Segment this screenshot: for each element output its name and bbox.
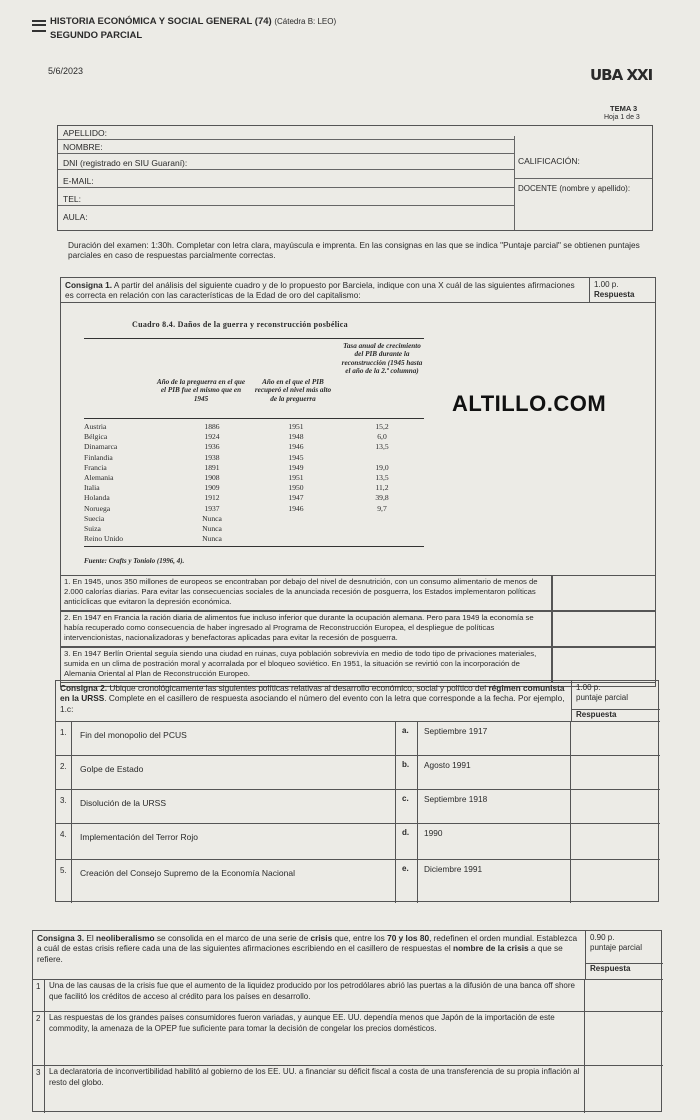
consigna-3-points: 0.90 p. puntaje parcial Respuesta xyxy=(585,931,663,979)
page-counter: Hoja 1 de 3 xyxy=(604,114,640,121)
table-row-country: Austria xyxy=(84,422,107,431)
table-cell-tasa: 13,5 xyxy=(375,473,389,482)
statement-1: 1. En 1945, unos 350 millones de europeos se encontraban por debajo del nivel de desnutrición, con un consumo alimentario de menos de 2.000 calorías diarias. Para evitar las consecuencias sociales de la anunciada recesión de posguerra, los Estados implementaron políticas anticíclicas que evitaron la depresión económica. xyxy=(60,575,552,611)
table-cell-preguerra: 1936 xyxy=(204,442,220,452)
answer-cell[interactable] xyxy=(585,1012,663,1065)
email-field[interactable]: E-MAIL: xyxy=(58,174,514,188)
table-cell-tasa: 39,8 xyxy=(375,493,389,503)
dni-field[interactable]: DNI (registrado en SIU Guaraní): xyxy=(58,156,514,170)
date-letter: a. xyxy=(396,722,418,755)
aula-field[interactable]: AULA: xyxy=(63,212,88,222)
consigna-2-points: 1.00 p. puntaje parcial Respuesta xyxy=(571,681,660,721)
event-number: 4. xyxy=(56,824,72,859)
table-cell-preguerra: Nunca xyxy=(202,513,222,523)
event-number: 5. xyxy=(56,860,72,903)
table-row-country: Dinamarca xyxy=(84,442,118,452)
table-cell-preguerra: 1938 xyxy=(204,452,220,462)
date-letter: d. xyxy=(396,824,418,859)
table-row-country: Holanda xyxy=(84,493,110,503)
consigna-3 xyxy=(32,930,662,1112)
event-row xyxy=(56,823,660,859)
table-cell-tasa: 9,7 xyxy=(377,503,387,513)
answer-cell[interactable] xyxy=(571,790,660,823)
tel-field[interactable]: TEL: xyxy=(58,192,514,206)
statement-2: 2. En 1947 en Francia la ración diaria de alimentos fue incluso inferior que durante la ocupación alemana. Pero para 1949 la economía se había recuperado como consecuencia de haber ingresado al Programa de Reconstrucción Europea, el despliegue de políticas intervencionistas, nacionalizadoras y benefactoras aplicadas para evitar la recesión de posguerra. xyxy=(60,611,552,647)
consigna-3-text: Consigna 3. El neoliberalismo se consolida en el marco de una serie de crisis que, entre los 70 y los 80, redefinen el orden mundial. Establezca a cuál de estas crisis refiere cada una de las siguientes afirmaciones escribiendo en el casillero de respuestas el nombre de la crisis a que se refiere. xyxy=(37,933,578,964)
table-row-country: Suecia xyxy=(84,513,105,523)
exam-date: 5/6/2023 xyxy=(48,66,84,76)
consigna-2-text: Consigna 2. Ubique cronológicamente las siguientes políticas relativas al desarrollo económico, social y político del régimen comunista en la URSS. Complete en el casillero de respuesta asociando el número del evento con la letra que corresponde a la fecha. Por ejemplo, 1.c: xyxy=(60,683,565,714)
table-cell-preguerra: 1937 xyxy=(204,503,220,513)
docente-label: DOCENTE (nombre y apellido): xyxy=(518,184,631,193)
table-cell-preguerra: 1912 xyxy=(204,493,220,503)
table-cell-tasa: 13,5 xyxy=(375,442,389,452)
crisis-statement: Las respuestas de los grandes países consumidores fueron variadas, y aunque EE. UU. dependía menos que Japón de la importación de este commodity, la amenaza de la OPEP fue suficiente para tomar la decisión de congelar los precios domésticos. xyxy=(45,1012,585,1065)
crisis-number: 1 xyxy=(33,980,45,1011)
table-cell-preguerra: 1886 xyxy=(204,422,220,431)
table-source: Fuente: Crafts y Toniolo (1996, 4). xyxy=(84,557,185,565)
consigna-1-statements xyxy=(60,575,656,685)
university-crest-icon xyxy=(32,20,46,32)
tema-label: TEMA 3 xyxy=(610,104,638,113)
nombre-field[interactable]: NOMBRE: xyxy=(58,140,514,154)
table-cell-recupero: 1951 xyxy=(288,422,304,431)
table-row-country: Finlandia xyxy=(84,452,113,462)
student-info-form xyxy=(57,125,653,231)
date-letter: e. xyxy=(396,860,418,903)
consigna-1-text: Consigna 1. A partir del análisis del siguiente cuadro y de lo propuesto por Barciela, indique con una X cuál de las siguientes afirmaciones es correcta en relación con las características de la Edad de oro del capitalismo: xyxy=(65,280,575,301)
event-number: 1. xyxy=(56,722,72,755)
crisis-row xyxy=(33,1065,663,1113)
answer-cell[interactable] xyxy=(585,980,663,1011)
event-row xyxy=(56,755,660,789)
answer-cell-2[interactable] xyxy=(552,611,656,647)
date-letter: b. xyxy=(396,756,418,789)
event-row xyxy=(56,859,660,903)
uba-logo: UBA XXI xyxy=(590,66,653,84)
col-header-2: Año en el que el PIB recuperó el nivel más alto de la preguerra xyxy=(254,378,332,403)
calificacion-label: CALIFICACIÓN: xyxy=(518,156,580,166)
table-cell-recupero: 1945 xyxy=(288,452,304,462)
consigna-2 xyxy=(55,680,659,902)
course-title: HISTORIA ECONÓMICA Y SOCIAL GENERAL (74) (Cátedra B: LEO) xyxy=(50,16,337,27)
event-name: Creación del Consejo Supremo de la Economía Nacional xyxy=(72,860,396,903)
col-header-1: Año de la preguerra en el que el PIB fue el mismo que en 1945 xyxy=(156,378,246,403)
crisis-statement: Una de las causas de la crisis fue que el aumento de la liquidez producido por los petrodólares abrió las puertas a la difusión de una banca off shore que facilitó los créditos de acceso al crédito para los países en desarrollo. xyxy=(45,980,585,1011)
table-cell-preguerra: Nunca xyxy=(202,524,222,533)
answer-cell-1[interactable] xyxy=(552,575,656,611)
table-cell-recupero: 1951 xyxy=(288,473,304,482)
table-cell-recupero: 1948 xyxy=(288,432,304,442)
crisis-number: 2 xyxy=(33,1012,45,1065)
event-date: 1990 xyxy=(418,824,571,859)
crisis-statement: La declaratoria de inconvertibilidad habilitó al gobierno de los EE. UU. a financiar su déficit fiscal a costa de una transferencia de su propia inflación al resto del globo. xyxy=(45,1066,585,1113)
consigna-1-points: 1.00 p. Respuesta xyxy=(589,278,657,302)
exam-subtitle: SEGUNDO PARCIAL xyxy=(50,30,143,41)
table-cell-recupero: 1946 xyxy=(288,503,304,513)
event-date: Septiembre 1918 xyxy=(418,790,571,823)
table-cell-preguerra: 1891 xyxy=(204,462,220,472)
crisis-row xyxy=(33,979,663,1011)
table-row-country: Reino Unido xyxy=(84,534,124,544)
table-cell-preguerra: 1909 xyxy=(204,483,220,493)
crisis-number: 3 xyxy=(33,1066,45,1113)
table-cell-preguerra: 1924 xyxy=(204,432,220,442)
table-row-country: Suiza xyxy=(84,524,101,533)
table-cell-recupero: 1949 xyxy=(288,462,304,472)
table-row-country: Bélgica xyxy=(84,432,108,442)
event-date: Diciembre 1991 xyxy=(418,860,571,903)
table-cell-recupero: 1950 xyxy=(288,483,304,493)
table-row-country: Italia xyxy=(84,483,100,493)
exam-instructions: Duración del examen: 1:30h. Completar con letra clara, mayúscula e imprenta. En las consignas en las que se indica "Puntaje parcial" se obtienen puntajes parciales en caso de respuestas parcialmente correctas. xyxy=(68,240,640,261)
table-cell-tasa: 6,0 xyxy=(377,432,387,442)
event-name: Fin del monopolio del PCUS xyxy=(72,722,396,755)
event-number: 3. xyxy=(56,790,72,823)
table-cell-preguerra: 1908 xyxy=(204,473,220,482)
answer-cell[interactable] xyxy=(571,722,660,755)
table-cell-recupero: 1946 xyxy=(288,442,304,452)
event-row xyxy=(56,789,660,823)
event-name: Golpe de Estado xyxy=(72,756,396,789)
answer-cell[interactable] xyxy=(585,1066,663,1113)
answer-cell-3[interactable] xyxy=(552,647,656,683)
table-cell-recupero: 1947 xyxy=(288,493,304,503)
event-name: Disolución de la URSS xyxy=(72,790,396,823)
event-number: 2. xyxy=(56,756,72,789)
answer-cell[interactable] xyxy=(571,756,660,789)
date-letter: c. xyxy=(396,790,418,823)
answer-cell[interactable] xyxy=(571,824,660,859)
table-row-country: Noruega xyxy=(84,503,111,513)
event-date: Septiembre 1917 xyxy=(418,722,571,755)
watermark: ALTILLO.COM xyxy=(452,391,607,416)
gdp-table xyxy=(84,338,444,548)
table-row-country: Francia xyxy=(84,462,107,472)
table-cell-tasa: 19,0 xyxy=(375,462,389,472)
event-row xyxy=(56,721,660,755)
event-date: Agosto 1991 xyxy=(418,756,571,789)
table-cell-tasa: 11,2 xyxy=(375,483,389,493)
statement-3: 3. En 1947 Berlín Oriental seguía siendo una ciudad en ruinas, cuya población sobrevivía en medio de todo tipo de privaciones materiales, sumida en un clima de postración moral y acorralada por el bloqueo soviético. En 1951, la situación se revirtió con la incorporación de Alemania Oriental al Plan de Reconstrucción Europeo. xyxy=(60,647,552,683)
table-title: Cuadro 8.4. Daños de la guerra y reconstrucción posbélica xyxy=(132,320,348,329)
crisis-row xyxy=(33,1011,663,1065)
apellido-field[interactable]: APELLIDO: xyxy=(58,126,514,140)
table-row-country: Alemania xyxy=(84,473,114,482)
table-cell-preguerra: Nunca xyxy=(202,534,222,544)
event-name: Implementación del Terror Rojo xyxy=(72,824,396,859)
answer-cell[interactable] xyxy=(571,860,660,903)
table-cell-tasa: 15,2 xyxy=(375,422,389,431)
col-header-3: Tasa anual de crecimiento del PIB durante la reconstrucción (1945 hasta el año de la 2.ª columna) xyxy=(341,342,423,375)
